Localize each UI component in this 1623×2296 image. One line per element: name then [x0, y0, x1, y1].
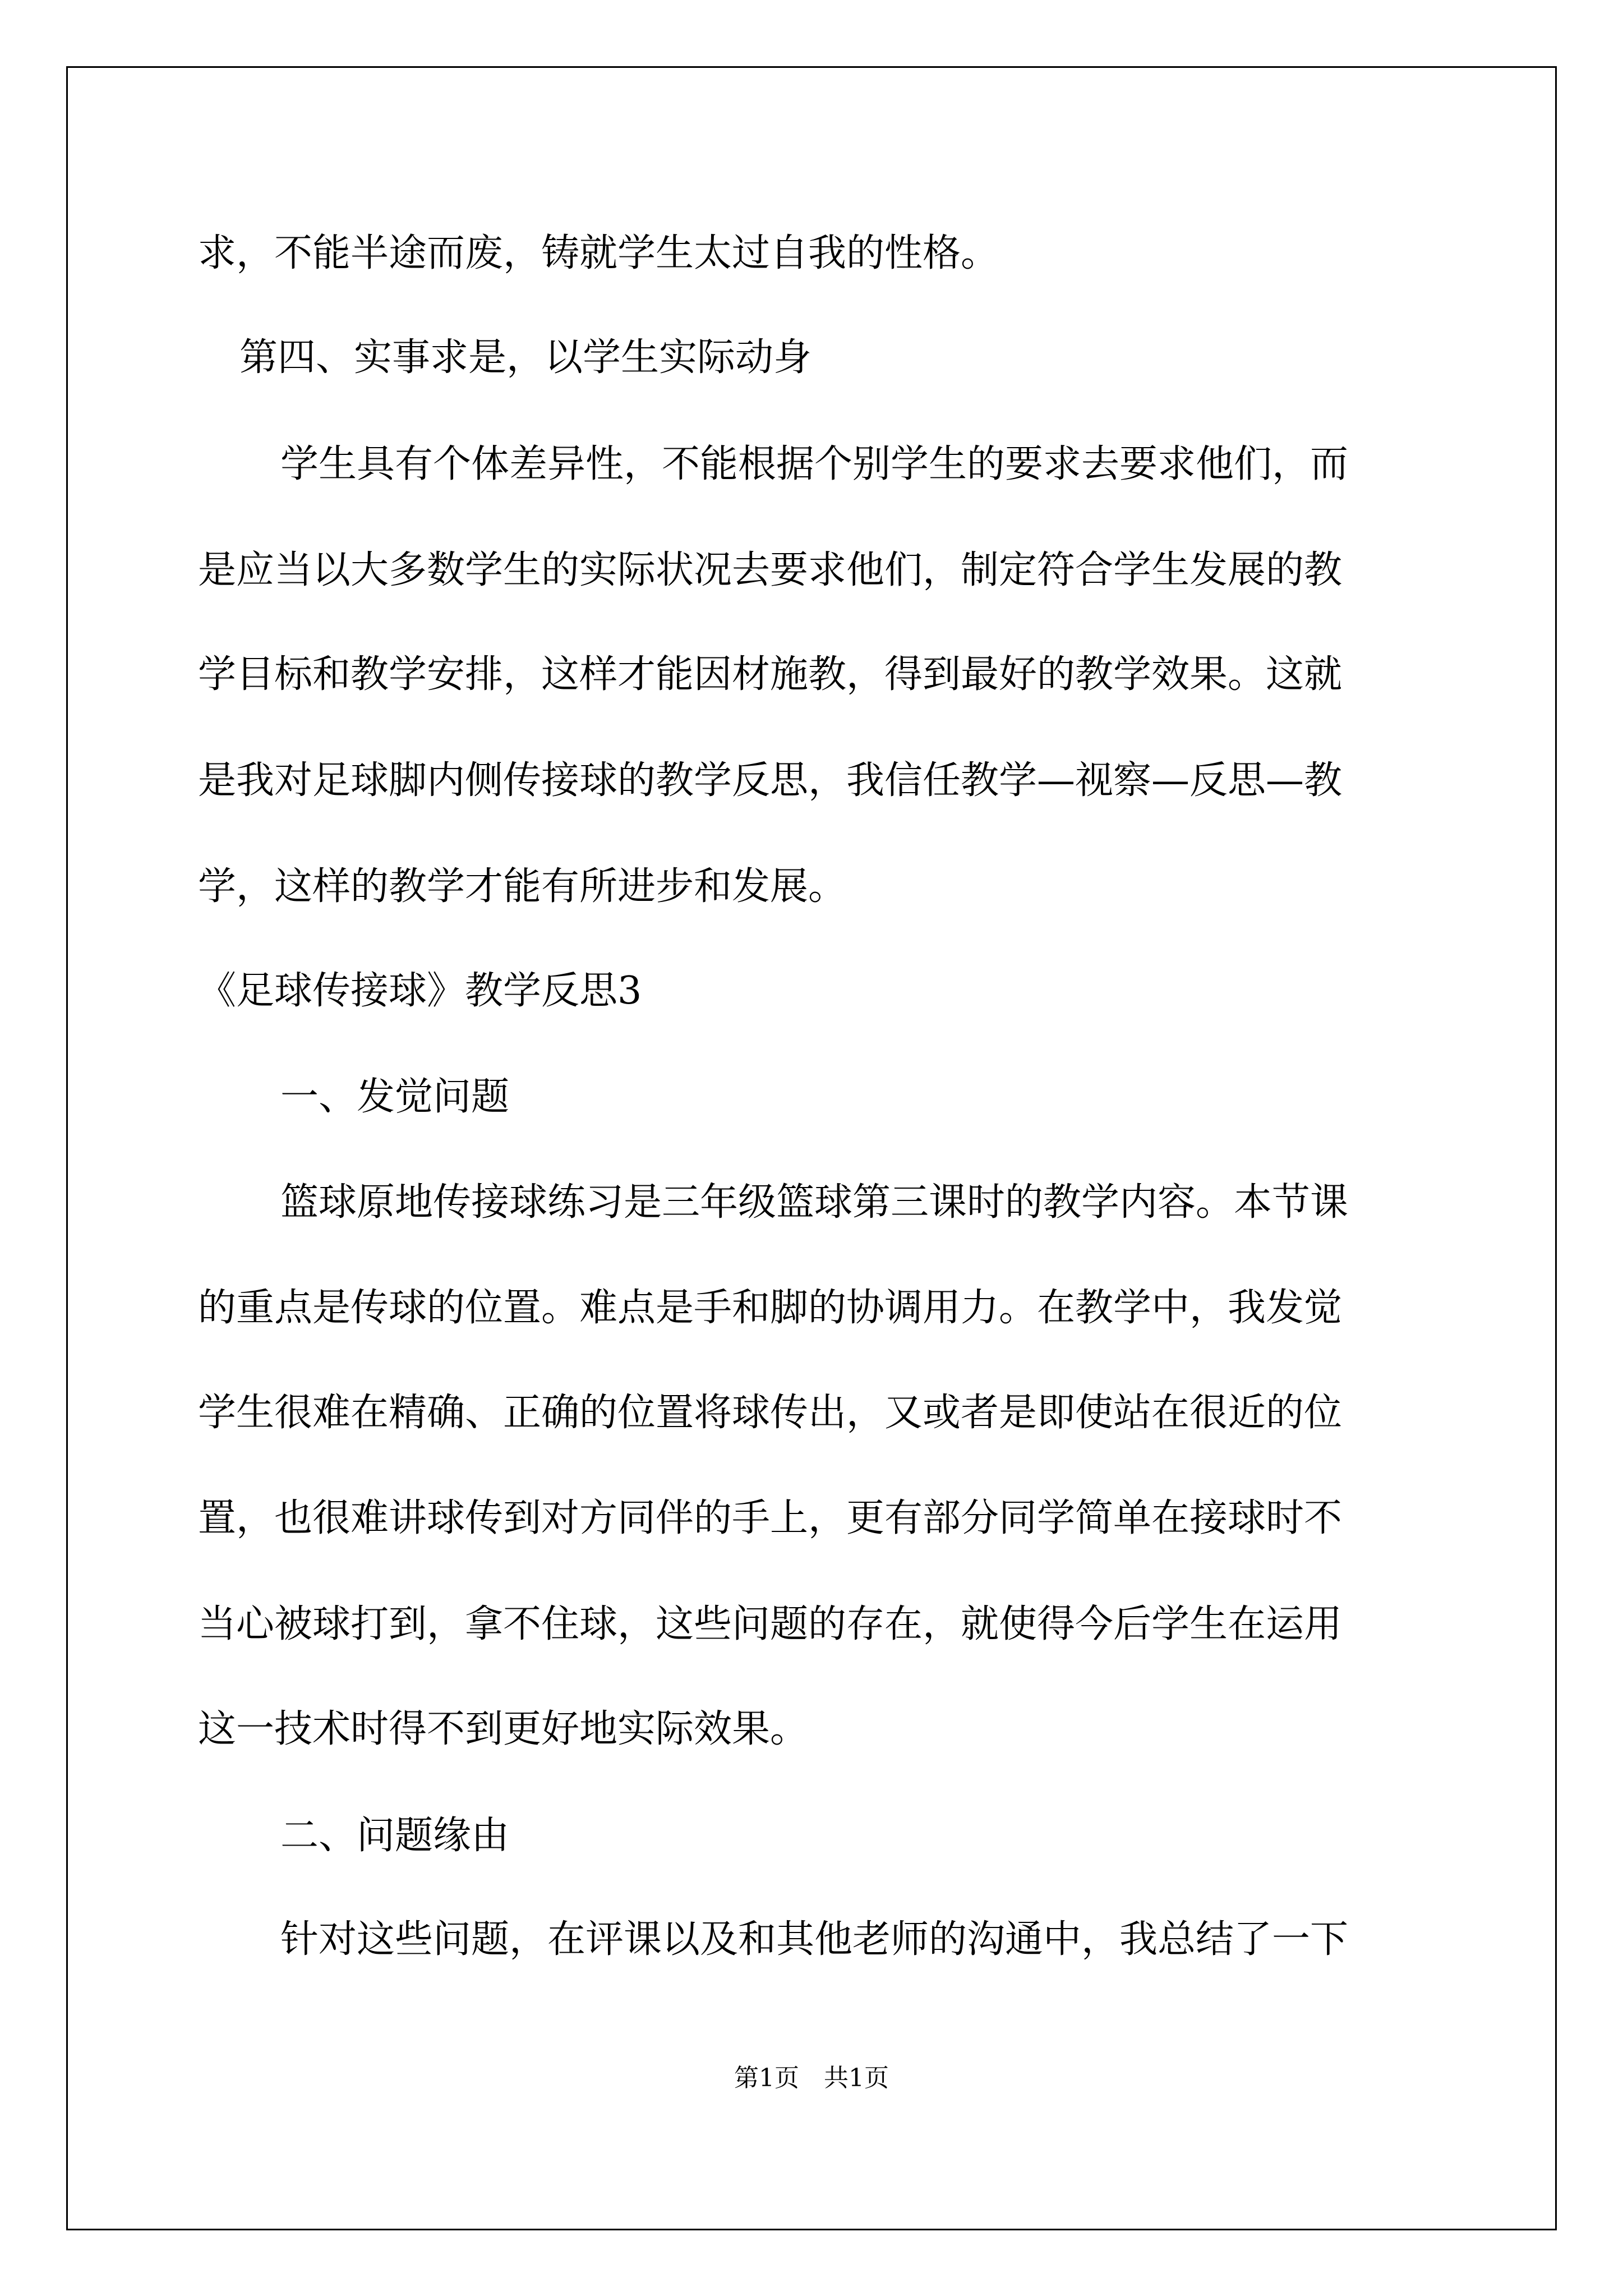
body-text-line: 学生具有个体差异性，不能根据个别学生的要求去要求他们，而: [280, 442, 1349, 486]
section-heading: 二、问题缘由: [280, 1814, 510, 1858]
body-text-line: 求，不能半途而废，铸就学生太过自我的性格。: [198, 231, 999, 275]
body-text-line: 学生很难在精确、正确的位置将球传出，又或者是即使站在很近的位: [198, 1391, 1343, 1435]
body-text-line: 是应当以大多数学生的实际状况去要求他们，制定符合学生发展的教: [198, 548, 1343, 592]
body-text-line: 当心被球打到，拿不住球，这些问题的存在，就使得今后学生在运用: [198, 1602, 1343, 1646]
section-heading: 第四、实事求是，以学生实际动身: [239, 335, 812, 380]
body-text-line: 置，也很难讲球传到对方同伴的手上，更有部分同学简单在接球时不: [198, 1496, 1343, 1540]
body-text-line: 篮球原地传接球练习是三年级篮球第三课时的教学内容。本节课: [280, 1180, 1349, 1225]
page-frame: [66, 66, 1557, 2230]
body-text-line: 学，这样的教学才能有所进步和发展。: [198, 864, 847, 909]
document-title: 《足球传接球》教学反思3: [198, 969, 642, 1013]
body-text-line: 是我对足球脚内侧传接球的教学反思，我信任教学—视察—反思—教: [198, 758, 1343, 803]
body-text-line: 这一技术时得不到更好地实际效果。: [198, 1707, 809, 1751]
body-text-line: 针对这些问题，在评课以及和其他老师的沟通中，我总结了一下: [280, 1917, 1349, 1962]
section-heading: 一、发觉问题: [280, 1075, 510, 1119]
body-text-line: 的重点是传球的位置。难点是手和脚的协调用力。在教学中，我发觉: [198, 1286, 1343, 1330]
body-text-line: 学目标和教学安排，这样才能因材施教，得到最好的教学效果。这就: [198, 652, 1343, 697]
page-footer: 第1页 共1页: [734, 2064, 889, 2092]
